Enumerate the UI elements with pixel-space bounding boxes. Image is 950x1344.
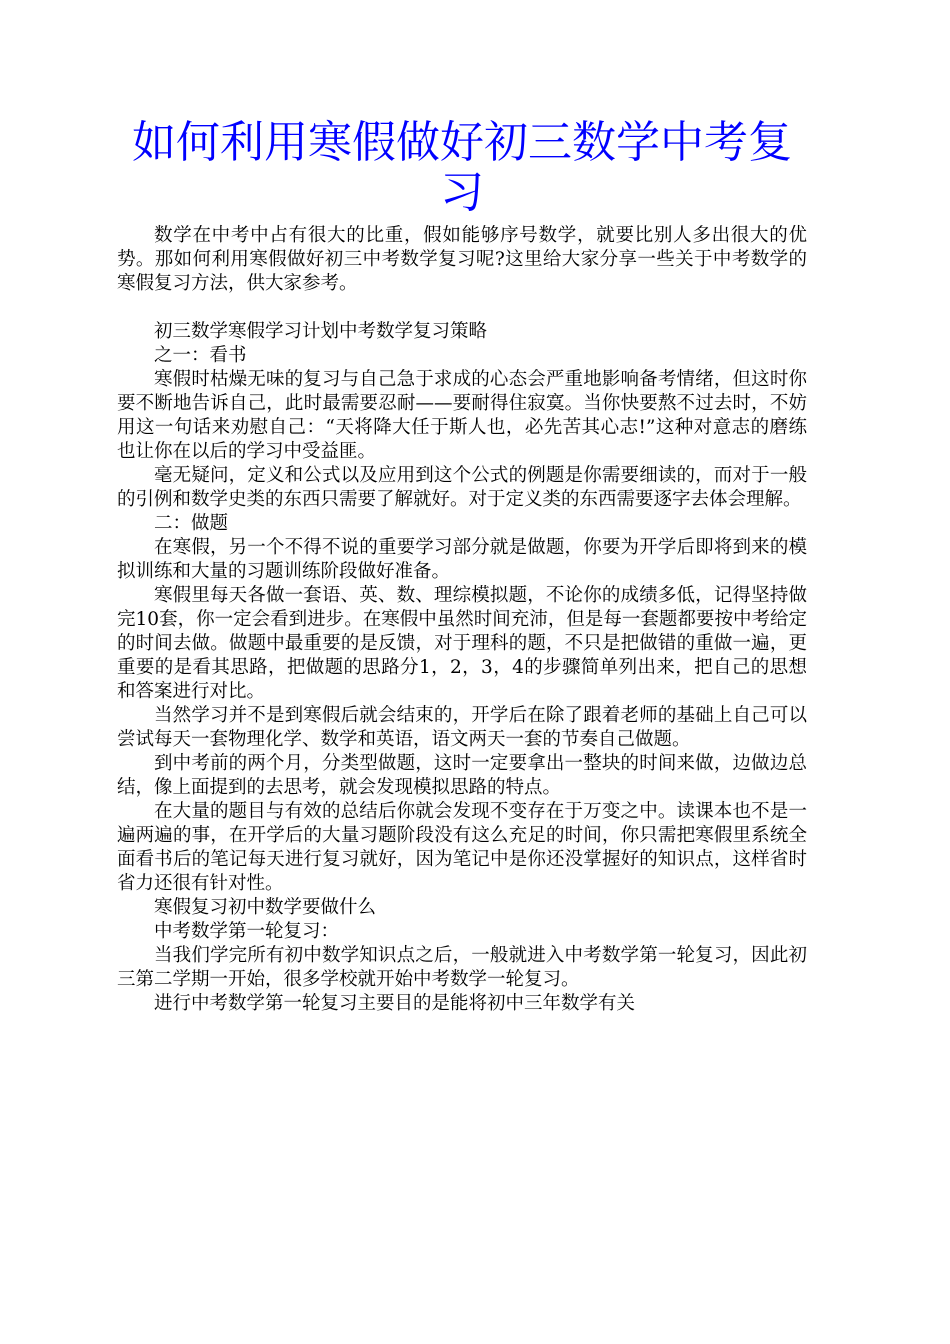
paragraph-after-school-starts: 当然学习并不是到寒假后就会结束的，开学后在除了跟着老师的基础上自己可以尝试每天一套物理化学、数学和英语，语文两天一套的节奏自己做题。 [117,705,807,750]
document-body [117,224,807,1016]
document-page [117,118,807,1016]
subheading-read-book: 之一：看书 [154,345,247,366]
paragraph-summary-notes: 在大量的题目与有效的总结后你就会发现不变存在于万变之中。读课本也不是一遍两遍的事，在开学后的大量习题阶段没有这么充足的时间，你只需把寒假里系统全面看书后的笔记每天进行复习就好，因为笔记中是你还没掌握好的知识点，这样省时省力还很有针对性。 [117,801,807,894]
paragraph-two-months-before: 到中考前的两个月，分类型做题，这时一定要拿出一整块的时间来做，边做边总结，像上面提到的去思考，就会发现模拟思路的特点。 [117,753,807,798]
paragraph-exercises-intro: 在寒假，另一个不得不说的重要学习部分就是做题，你要为开学后即将到来的模拟训练和大量的习题训练阶段做好准备。 [117,537,807,582]
subheading-do-exercises: 二：做题 [154,513,229,534]
intro-paragraph: 数学在中考中占有很大的比重，假如能够序号数学，就要比别人多出很大的优势。那如何利用寒假做好初三中考数学复习呢?这里给大家分享一些关于中考数学的寒假复习方法，供大家参考。 [117,225,807,294]
document-title: 如何利用寒假做好初三数学中考复习 [132,117,792,218]
paragraph-first-round-start: 当我们学完所有初中数学知识点之后，一般就进入中考数学第一轮复习，因此初三第二学期一开始，很多学校就开始中考数学一轮复习。 [117,945,807,990]
section-heading-plan: 初三数学寒假学习计划中考数学复习策略 [154,321,488,342]
section-heading-what-to-do: 寒假复习初中数学要做什么 [154,897,377,918]
paragraph-gap [117,296,807,320]
paragraph-patience: 寒假时枯燥无味的复习与自己急于求成的心态会严重地影响备考情绪，但这时你要不断地告诉自己，此时最需要忍耐——要耐得住寂寞。当你快要熬不过去时，不妨用这一句话来劝慰自己：“天将降大任于斯人也，必先苦其心志!”这种对意志的磨练也让你在以后的学习中受益匪。 [117,369,807,462]
paragraph-definitions: 毫无疑问，定义和公式以及应用到这个公式的例题是你需要细读的，而对于一般的引例和数学史类的东西只需要了解就好。对于定义类的东西需要逐字去体会理解。 [117,465,807,510]
paragraph-first-round-goal: 进行中考数学第一轮复习主要目的是能将初中三年数学有关 [154,993,636,1014]
subheading-first-round: 中考数学第一轮复习： [154,921,340,942]
paragraph-daily-practice: 寒假里每天各做一套语、英、数、理综模拟题，不论你的成绩多低，记得坚持做完10套，你一定会看到进步。在寒假中虽然时间充沛，但是每一套题都要按中考给定的时间去做。做题中最重要的是反馈，对于理科的题，不只是把做错的重做一遍，更重要的是看其思路，把做题的思路分1，2，3，4的步骤简单列出来，把自己的思想和答案进行对比。 [117,585,807,702]
